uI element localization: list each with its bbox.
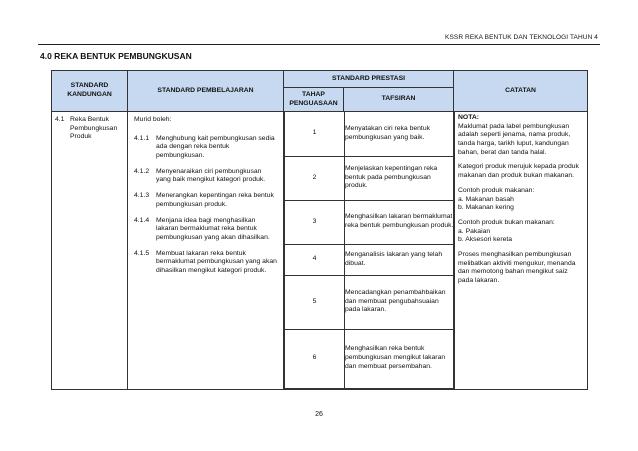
contoh-bukan-makanan-item: b. Aksesori kereta xyxy=(458,236,513,244)
catatan-cell xyxy=(454,112,588,390)
pembelajaran-item xyxy=(134,192,277,209)
pembelajaran-item xyxy=(134,135,277,161)
tafsiran-text: Menyatakan ciri reka bentuk pembungkusan yang baik. xyxy=(345,112,455,156)
tafsiran-text: Menjelaskan kepentingan reka bentuk pada pembungkusan produk. xyxy=(345,156,455,200)
contoh-makanan-item: a. Makanan basah xyxy=(458,195,514,203)
pembelajaran-item-number: 4.1.1 xyxy=(134,134,150,142)
tafsiran-text: Menghasilkan lakaran bermaklumat reka bentuk pembungkusan produk. xyxy=(345,200,455,244)
header-standard-prestasi: STANDARD PRESTASI xyxy=(284,71,454,88)
pembelajaran-item xyxy=(134,217,277,243)
tahap-level: 6 xyxy=(285,329,345,388)
pembelajaran-item-text: Membuat lakaran reka bentuk bermaklumat pembungkusan yang akan dihasilkan mengikut kategori produk. xyxy=(156,249,277,274)
pembelajaran-item-number: 4.1.5 xyxy=(134,249,150,257)
pembelajaran-item-text: Menghubung kait pembungkusan sedia ada dengan reka bentuk pembungkusan. xyxy=(156,134,275,160)
curriculum-table xyxy=(51,70,588,390)
header-standard-kandungan: STANDARD KANDUNGAN xyxy=(52,71,128,112)
section-title: 4.0 REKA BENTUK PEMBUNGKUSAN xyxy=(40,51,192,61)
pembelajaran-item-number: 4.1.4 xyxy=(134,216,150,224)
pembelajaran-item-text: Menerangkan kepentingan reka bentuk pembungkusan produk. xyxy=(156,192,274,208)
pembelajaran-item xyxy=(134,168,277,185)
header-catatan: CATATAN xyxy=(454,71,588,112)
header-divider xyxy=(38,44,600,45)
pembelajaran-item-number: 4.1.3 xyxy=(134,192,150,200)
tahap-level: 2 xyxy=(285,156,345,200)
tafsiran-text: Mencadangkan penambahbaikan dan membuat pengubahsuaian pada lakaran. xyxy=(345,275,455,329)
pembelajaran-intro: Murid boleh: xyxy=(134,116,172,123)
page-number: 26 xyxy=(315,411,323,418)
catatan-label-info: Maklumat pada label pembungkusan adalah seperti jenama, nama produk, tanda harga, tarikh luput, kandungan bahan, berat dan tanda halal. xyxy=(458,122,571,156)
pembelajaran-item xyxy=(134,250,277,276)
contoh-bukan-makanan-item: a. Pakaian xyxy=(458,227,491,235)
pembelajaran-cell xyxy=(128,112,284,390)
header-standard-pembelajaran: STANDARD PEMBELAJARAN xyxy=(128,71,284,112)
kandungan-number: 4.1 xyxy=(55,116,65,123)
contoh-makanan-title: Contoh produk makanan: xyxy=(458,186,535,194)
prestasi-table xyxy=(284,112,455,389)
prestasi-cell xyxy=(284,112,454,390)
document-header-title: KSSR REKA BENTUK DAN TEKNOLOGI TAHUN 4 xyxy=(445,34,598,41)
nota-label: NOTA: xyxy=(458,114,480,121)
tahap-level: 1 xyxy=(285,112,345,156)
catatan-proses: Proses menghasilkan pembungkusan melibatkan aktiviti mengukur, menanda dan memotong bahan mengikut saiz pada lakaran. xyxy=(458,250,576,284)
kandungan-cell xyxy=(52,112,128,390)
contoh-bukan-makanan-title: Contoh produk bukan makanan: xyxy=(458,218,555,226)
tahap-level: 3 xyxy=(285,200,345,244)
header-tahap-penguasaan: TAHAP PENGUASAAN xyxy=(284,88,344,112)
catatan-kategori: Kategori produk merujuk kepada produk makanan dan produk bukan makanan. xyxy=(458,163,579,180)
tahap-level: 5 xyxy=(285,275,345,329)
tafsiran-text: Menganalisis lakaran yang telah dibuat. xyxy=(345,244,455,275)
pembelajaran-item-number: 4.1.2 xyxy=(134,167,150,175)
tafsiran-text: Menghasilkan reka bentuk pembungkusan mengikut lakaran dan membuat persembahan. xyxy=(345,329,455,388)
kandungan-text: Reka Bentuk Pembungkusan Produk xyxy=(70,116,118,141)
header-tafsiran: TAFSIRAN xyxy=(344,88,454,112)
pembelajaran-item-text: Menyenaraikan ciri pembungkusan yang baik mengikut kategori produk. xyxy=(156,167,266,184)
tahap-level: 4 xyxy=(285,244,345,275)
pembelajaran-item-text: Menjana idea bagi menghasilkan lakaran bermaklumat reka bentuk pembungkusan yang akan dihasilkan. xyxy=(156,216,270,241)
contoh-makanan-item: b. Makanan kering xyxy=(458,204,514,212)
